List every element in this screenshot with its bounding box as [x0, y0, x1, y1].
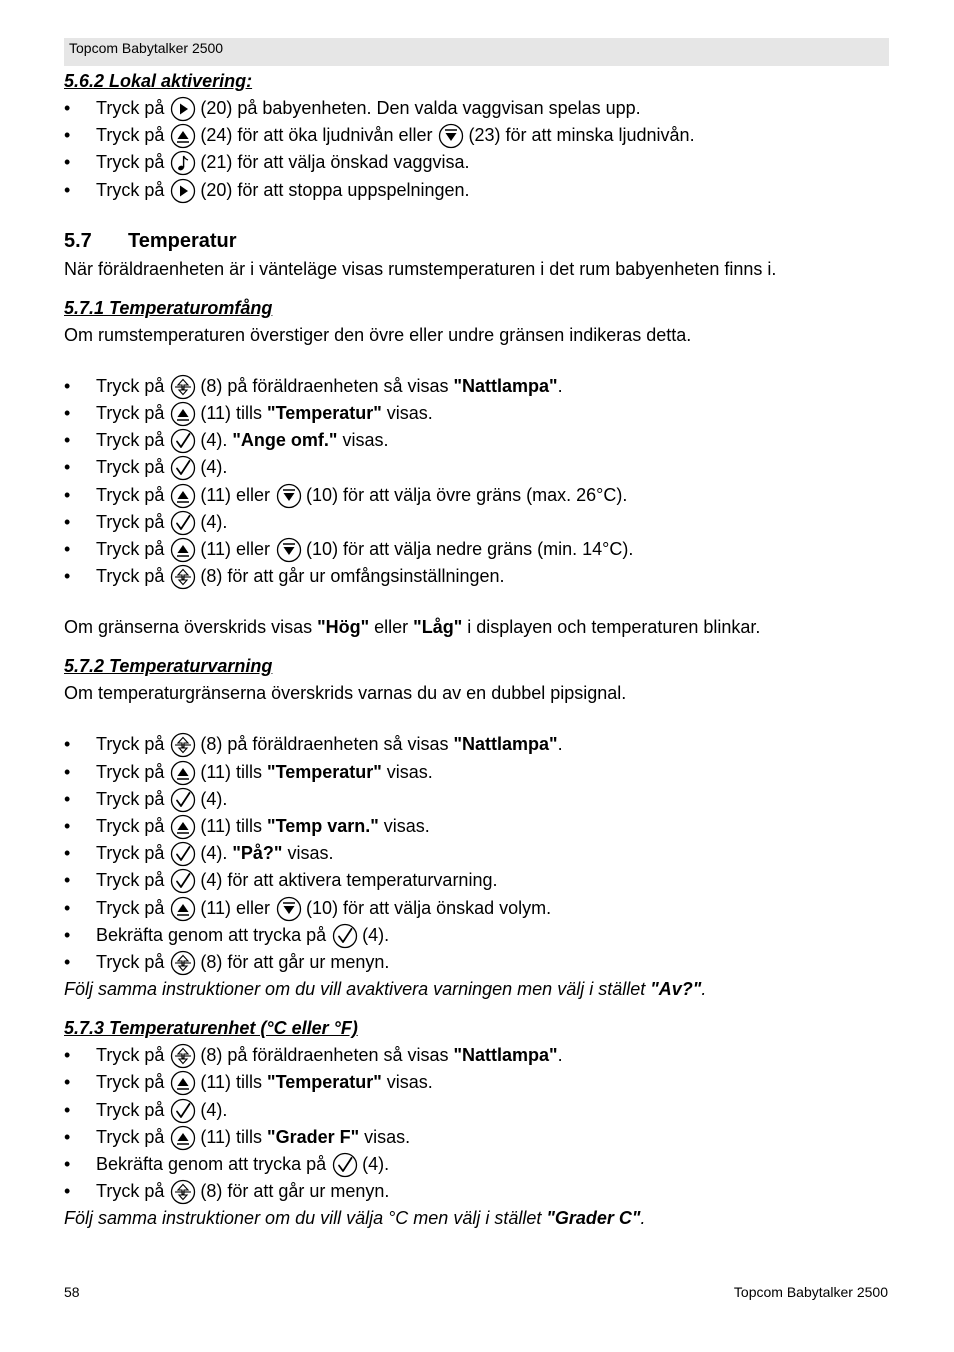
step-bold-text: "Ange omf." — [232, 430, 338, 451]
step-item — [64, 509, 894, 536]
step-bold-text: "Nattlampa" — [453, 1045, 558, 1066]
step-text: Tryck på — [96, 1072, 165, 1093]
step-text: (11) tills — [200, 816, 268, 837]
note-bold-low: "Låg" — [413, 617, 463, 638]
up-icon — [170, 814, 196, 840]
step-bold-text: "Temp varn." — [267, 816, 379, 837]
step-text: Tryck på — [96, 1181, 165, 1202]
up-icon — [170, 537, 196, 563]
page-number: 58 — [64, 1284, 80, 1300]
check-icon — [170, 1098, 196, 1124]
step-text: (4). — [200, 843, 233, 864]
step-text: Tryck på — [96, 952, 165, 973]
step-text: (10) för att välja övre gräns (max. 26°C). — [306, 484, 628, 505]
down-icon — [276, 483, 302, 509]
step-item — [64, 400, 894, 427]
step-item — [64, 1178, 894, 1205]
step-text: . — [557, 734, 563, 755]
step-text: (11) eller — [200, 539, 271, 560]
play-icon — [170, 96, 196, 122]
note-text: eller — [369, 617, 414, 638]
menu-icon — [170, 1179, 196, 1205]
step-text: (10) för att välja önskad volym. — [306, 897, 552, 918]
step-item — [64, 563, 894, 590]
step-text: (20) på babyenheten. Den valda vaggvisan spelas upp. — [200, 98, 641, 118]
step-text: Tryck på — [96, 1045, 165, 1066]
step-item — [64, 922, 894, 949]
step-text: (4). — [200, 457, 228, 478]
step-item — [64, 1042, 894, 1069]
menu-icon — [170, 1043, 196, 1069]
step-text: (23) för att minska ljudnivån. — [468, 125, 695, 146]
step-item — [64, 122, 894, 149]
step-item — [64, 482, 894, 509]
step-text: visas. — [282, 843, 334, 864]
step-text: (4). — [200, 1099, 228, 1120]
check-icon — [332, 1152, 358, 1178]
section-5-7-2-note — [64, 976, 894, 1003]
step-text: (4). — [200, 788, 228, 809]
step-bold-text: "Grader F" — [267, 1126, 360, 1147]
check-icon — [170, 455, 196, 481]
step-item — [64, 786, 894, 813]
step-text: Tryck på — [96, 566, 165, 587]
step-text: Tryck på — [96, 1099, 165, 1120]
step-text: Bekräfta genom att trycka på — [96, 924, 327, 945]
step-text: Tryck på — [96, 788, 165, 809]
steps-list-5-7-3 — [64, 1042, 894, 1205]
step-item — [64, 373, 894, 400]
step-text: (8) för att går ur omfångsinställningen. — [200, 566, 505, 587]
step-text: (10) för att välja nedre gräns (min. 14°C). — [306, 539, 634, 560]
step-text: visas. — [381, 403, 433, 424]
section-5-7-2-title: 5.7.2 Temperaturvarning — [64, 656, 273, 677]
step-item — [64, 1124, 894, 1151]
step-text: (4). — [200, 430, 233, 451]
step-text: Tryck på — [96, 511, 165, 532]
step-text: (4). — [200, 511, 228, 532]
step-item — [64, 95, 894, 122]
step-text: Bekräfta genom att trycka på — [96, 1154, 327, 1175]
menu-icon — [170, 732, 196, 758]
up-icon — [170, 483, 196, 509]
section-5-7-1-note — [64, 614, 894, 641]
step-text: Tryck på — [96, 816, 165, 837]
step-text: Tryck på — [96, 761, 165, 782]
down-icon — [438, 123, 464, 149]
down-icon — [276, 537, 302, 563]
step-text: visas. — [359, 1126, 411, 1147]
step-bold-text: "Temperatur" — [267, 403, 382, 424]
check-icon — [170, 787, 196, 813]
up-icon — [170, 896, 196, 922]
step-text: (4) för att aktivera temperaturvarning. — [200, 870, 498, 891]
section-5-6-2-title: 5.6.2 Lokal aktivering: — [64, 71, 253, 91]
section-5-7-3-note — [64, 1205, 894, 1232]
step-item — [64, 536, 894, 563]
up-icon — [170, 401, 196, 427]
step-item — [64, 177, 894, 204]
step-text: (8) på föräldraenheten så visas — [200, 1045, 454, 1066]
step-item — [64, 813, 894, 840]
step-text: . — [557, 375, 563, 396]
step-text: Tryck på — [96, 457, 165, 478]
step-bold-text: "Nattlampa" — [453, 734, 558, 755]
step-text: Tryck på — [96, 1126, 165, 1147]
play-icon — [170, 178, 196, 204]
section-5-7-1-title: 5.7.1 Temperaturomfång — [64, 297, 273, 318]
menu-icon — [170, 564, 196, 590]
step-item — [64, 427, 894, 454]
steps-list-5-7-2 — [64, 731, 894, 976]
step-text: (11) eller — [200, 484, 271, 505]
section-number: 5.7 — [64, 229, 92, 252]
step-text: (11) tills — [200, 1072, 268, 1093]
step-text: (20) för att stoppa uppspelningen. — [200, 179, 470, 200]
step-text: Tryck på — [96, 152, 165, 173]
section-5-7-1-intro: Om rumstemperaturen överstiger den övre eller undre gränsen indikeras detta. — [64, 324, 692, 345]
footer-title: Topcom Babytalker 2500 — [733, 1284, 888, 1300]
step-text: Tryck på — [96, 870, 165, 891]
section-5-7-heading — [64, 226, 894, 256]
note-text: Om gränserna överskrids visas — [64, 617, 318, 638]
step-item — [64, 840, 894, 867]
step-text: (4). — [362, 1154, 390, 1175]
step-text: Tryck på — [96, 125, 165, 146]
step-item — [64, 895, 894, 922]
step-text: (8) på föräldraenheten så visas — [200, 375, 454, 396]
note-bold-high: "Hög" — [317, 617, 370, 638]
check-icon — [332, 923, 358, 949]
page-header — [64, 38, 889, 66]
step-bold-text: "På?" — [232, 843, 283, 864]
section-5-7-2-intro: Om temperaturgränserna överskrids varnas du av en dubbel pipsignal. — [64, 683, 627, 704]
step-bold-text: "Temperatur" — [267, 1072, 382, 1093]
step-item — [64, 949, 894, 976]
step-item — [64, 1151, 894, 1178]
step-text: (21) för att välja önskad vaggvisa. — [200, 152, 470, 173]
note-text: . — [640, 1208, 646, 1229]
step-text: Tryck på — [96, 430, 165, 451]
step-text: Tryck på — [96, 539, 165, 560]
step-text: (24) för att öka ljudnivån eller — [200, 125, 433, 146]
music-note-icon — [170, 150, 196, 176]
section-title: Temperatur — [128, 229, 237, 252]
step-item — [64, 454, 894, 481]
step-text: visas. — [337, 430, 389, 451]
step-item — [64, 731, 894, 758]
steps-list-5-6-2 — [64, 95, 894, 204]
note-bold: "Av?" — [650, 979, 702, 1000]
step-text: . — [557, 1045, 563, 1066]
step-text: (8) för att går ur menyn. — [200, 952, 390, 973]
steps-list-5-7-1 — [64, 373, 894, 591]
step-text: (4). — [362, 924, 390, 945]
check-icon — [170, 868, 196, 894]
note-bold: "Grader C" — [546, 1208, 641, 1229]
step-text: (8) för att går ur menyn. — [200, 1181, 390, 1202]
step-text: visas. — [381, 1072, 433, 1093]
menu-icon — [170, 950, 196, 976]
step-text: Tryck på — [96, 734, 165, 755]
note-text: Följ samma instruktioner om du vill avaktivera varningen men välj i stället — [64, 979, 651, 1000]
menu-icon — [170, 374, 196, 400]
step-text: Tryck på — [96, 375, 165, 396]
step-text: Tryck på — [96, 897, 165, 918]
step-text: Tryck på — [96, 98, 165, 118]
step-item — [64, 867, 894, 894]
step-bold-text: "Nattlampa" — [453, 375, 558, 396]
check-icon — [170, 841, 196, 867]
step-item — [64, 1069, 894, 1096]
step-text: (11) tills — [200, 1126, 268, 1147]
section-5-7-3-title: 5.7.3 Temperaturenhet (°C eller °F) — [64, 1018, 358, 1039]
step-text: (11) tills — [200, 761, 268, 782]
step-item — [64, 759, 894, 786]
step-text: Tryck på — [96, 403, 165, 424]
up-icon — [170, 123, 196, 149]
note-text: Följ samma instruktioner om du vill välja °C men välj i stället — [64, 1208, 547, 1229]
up-icon — [170, 1070, 196, 1096]
up-icon — [170, 760, 196, 786]
step-text: visas. — [378, 816, 430, 837]
check-icon — [170, 510, 196, 536]
step-text: (11) tills — [200, 403, 268, 424]
section-5-7-text: När föräldraenheten är i vänteläge visas rumstemperaturen i det rum babyenheten finns i. — [64, 258, 777, 279]
note-text: i displayen och temperaturen blinkar. — [462, 617, 761, 638]
check-icon — [170, 428, 196, 454]
step-item — [64, 149, 894, 176]
down-icon — [276, 896, 302, 922]
step-text: Tryck på — [96, 843, 165, 864]
step-text: Tryck på — [96, 484, 165, 505]
document-body — [64, 68, 894, 1232]
step-text: (8) på föräldraenheten så visas — [200, 734, 454, 755]
note-text: . — [701, 979, 707, 1000]
up-icon — [170, 1125, 196, 1151]
step-text: (11) eller — [200, 897, 271, 918]
step-text: visas. — [381, 761, 433, 782]
header-title: Topcom Babytalker 2500 — [69, 40, 224, 56]
step-text: Tryck på — [96, 179, 165, 200]
step-item — [64, 1097, 894, 1124]
step-bold-text: "Temperatur" — [267, 761, 382, 782]
